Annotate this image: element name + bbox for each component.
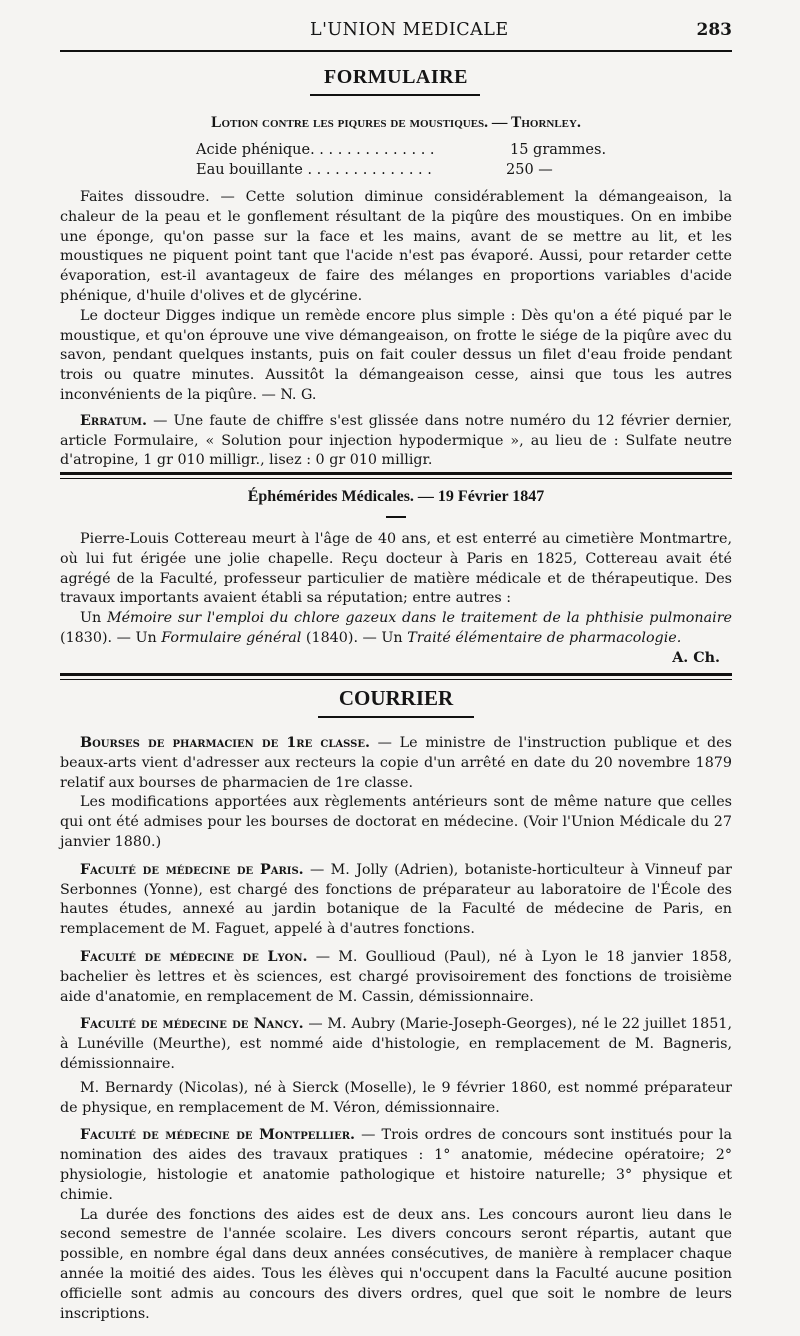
courrier-item	[60, 1015, 732, 1074]
ephemerides-works	[60, 609, 732, 649]
courrier-item	[60, 948, 732, 1007]
courrier-body	[60, 734, 732, 1324]
ephemerides-body	[60, 530, 732, 669]
ingredient-qty: 15 grammes.	[510, 142, 607, 158]
erratum-paragraph	[60, 412, 732, 471]
courrier-item-text: — Trois ordres de concours sont institués pour la nomination des aides des travaux pratiques : 1° anatomie, médecine opératoire; 2° physiologie, histologie et anatomie pathologique et histoire naturelle; 3° physique et chimie.	[60, 1127, 732, 1203]
courrier-item	[60, 1079, 732, 1119]
page-number: 283	[696, 20, 732, 40]
section-rule-double-1	[60, 472, 732, 475]
courrier-item-text: M. Bernardy (Nicolas), né à Sierck (Moselle), le 9 février 1860, est nommé préparateur de physique, en remplacement de M. Véron, démissionnaire.	[60, 1079, 732, 1116]
courrier-item-text: — Le ministre de l'instruction publique et des beaux-arts vient d'adresser aux recteurs la copie d'un arrêté en date du 20 novembre 1879 relatif aux bourses de pharmacien de 1re classe.	[60, 735, 732, 791]
courrier-item-text: Les modifications apportées aux règlements antérieurs sont de même nature que celles qui ont été admises pour les bourses de doctorat en médecine. (Voir l'Union Médicale du 27 janvier 1880.)	[60, 794, 732, 850]
section-rule-double-2	[60, 478, 732, 479]
section-rule-double-3	[60, 673, 732, 676]
ingredient-qty: 250 —	[506, 162, 553, 178]
courrier-title-rule	[318, 716, 474, 718]
formulaire-title-rule	[310, 94, 480, 96]
courrier-item-text: — M. Goullioud (Paul), né à Lyon le 18 janvier 1858, bachelier ès lettres et ès sciences, est chargé provisoirement des fonctions de troisième aide d'anatomie, en remplacement de M. Cassin, démissionnaire.	[60, 948, 732, 1005]
courrier-item-text: La durée des fonctions des aides est de deux ans. Les concours auront lieu dans le second semestre de l'année scolaire. Les divers concours seront répartis, autant que possible, en nombre égal dans deux années consécutives, de manière à remplacer chaque année la moitié des aides. Tous les élèves qui n'occupent dans la Faculté aucune position officielle sont admis au concours des divers ordres, quel que soit le nombre de leurs inscriptions.	[60, 1206, 732, 1322]
courrier-item	[60, 1206, 732, 1325]
ephemerides-paragraph: Pierre-Louis Cottereau meurt à l'âge de 40 ans, et est enterré au cimetière Montmartre, où lui fut érigée une jolie chapelle. Reçu docteur à Paris en 1825, Cottereau avait été agrégé de la Faculté, professeur particulier de matière médicale et de thérapeutique. Des travaux importants avaient établi sa réputation; entre autres :	[60, 531, 732, 607]
formulaire-body	[60, 188, 732, 471]
works-title: Traité élémentaire de pharmacologie.	[407, 629, 682, 646]
courrier-item-text: — M. Jolly (Adrien), botaniste-horticulteur à Vinneuf par Serbonnes (Yonne), est chargé des fonctions de préparateur au laboratoire de l'École des hautes études, annexé au jardin botanique de la Faculté de médecine de Paris, en remplacement de M. Faguet, appelé à d'autres fonctions.	[60, 861, 732, 938]
erratum-text: — Une faute de chiffre s'est glissée dans notre numéro du 12 février dernier, article Formulaire, « Solution pour injection hypodermique », au lieu de : Sulfate neutre d'atropine, 1 gr 010 milligr., lisez : 0 gr 010 milligr.	[60, 412, 732, 469]
header-rule	[60, 50, 732, 52]
formulaire-paragraph: Le docteur Digges indique un remède encore plus simple : Dès qu'on a été piqué par le moustique, et qu'on éprouve une vive démangeaison, on frotte le siége de la piqûre avec du savon, pendant quelques instants, puis on fait couler dessus un filet d'eau froide pendant trois ou quatre minutes. Aussitôt la démangeaison cesse, ainsi que tous les autres inconvénients de la piqûre. — N. G.	[60, 307, 732, 403]
section-rule-double-4	[60, 679, 732, 680]
works-text: Un	[80, 610, 107, 627]
courrier-title: COURRIER	[338, 686, 454, 710]
courrier-item-lead: Bourses de pharmacien de 1re classe.	[80, 735, 370, 751]
formulaire-subtitle: Lotion contre les piqures de moustiques. — Thornley.	[211, 114, 581, 131]
ingredient-name: Eau bouillante . . . . . . . . . . . . . .	[196, 162, 432, 178]
ephemerides-signature: A. Ch.	[672, 649, 720, 666]
ephemerides-dash	[386, 516, 406, 518]
courrier-item-lead: Faculté de médecine de Montpellier.	[80, 1127, 355, 1144]
works-title: Mémoire sur l'emploi du chlore gazeux dans le traitement de la phthisie pulmonaire	[106, 610, 732, 627]
works-title: Formulaire général	[161, 629, 302, 646]
courrier-item-lead: Faculté de médecine de Paris.	[80, 861, 304, 878]
ephemerides-title: Éphémérides Médicales. — 19 Février 1847	[247, 488, 545, 505]
erratum-lead: Erratum.	[80, 412, 147, 429]
courrier-item-text: — M. Aubry (Marie-Joseph-Georges), né le 22 juillet 1851, à Lunéville (Meurthe), est nommé aide d'histologie, en remplacement de M. Bagneris, démissionnaire.	[60, 1016, 733, 1072]
running-title: L'UNION MEDICALE	[310, 20, 509, 40]
works-text: (1830). — Un	[60, 629, 162, 646]
running-head	[60, 20, 732, 44]
courrier-item-lead: Faculté de médecine de Lyon.	[80, 948, 308, 965]
courrier-item	[60, 734, 732, 793]
formulaire-title: FORMULAIRE	[324, 66, 468, 88]
formulaire-paragraph: Faites dissoudre. — Cette solution diminue considérablement la démangeaison, la chaleur de la peau et le gonflement résultant de la piqûre des moustiques. On en imbibe une éponge, qu'on passe sur la face et les mains, avant de se mettre au lit, et les moustiques ne piquent point tant que l'acide n'est pas évaporé. Aussi, pour retarder cette évaporation, est-il avantageux de faire des mélanges en proportions variables d'acide phénique, d'huile d'olives et de glycérine.	[60, 189, 732, 304]
courrier-item	[60, 793, 732, 852]
courrier-item	[60, 1126, 732, 1205]
works-text: (1840). — Un	[301, 629, 408, 646]
ingredient-name: Acide phénique. . . . . . . . . . . . . .	[196, 142, 435, 158]
courrier-item-lead: Faculté de médecine de Nancy.	[80, 1016, 304, 1033]
courrier-item	[60, 861, 732, 940]
